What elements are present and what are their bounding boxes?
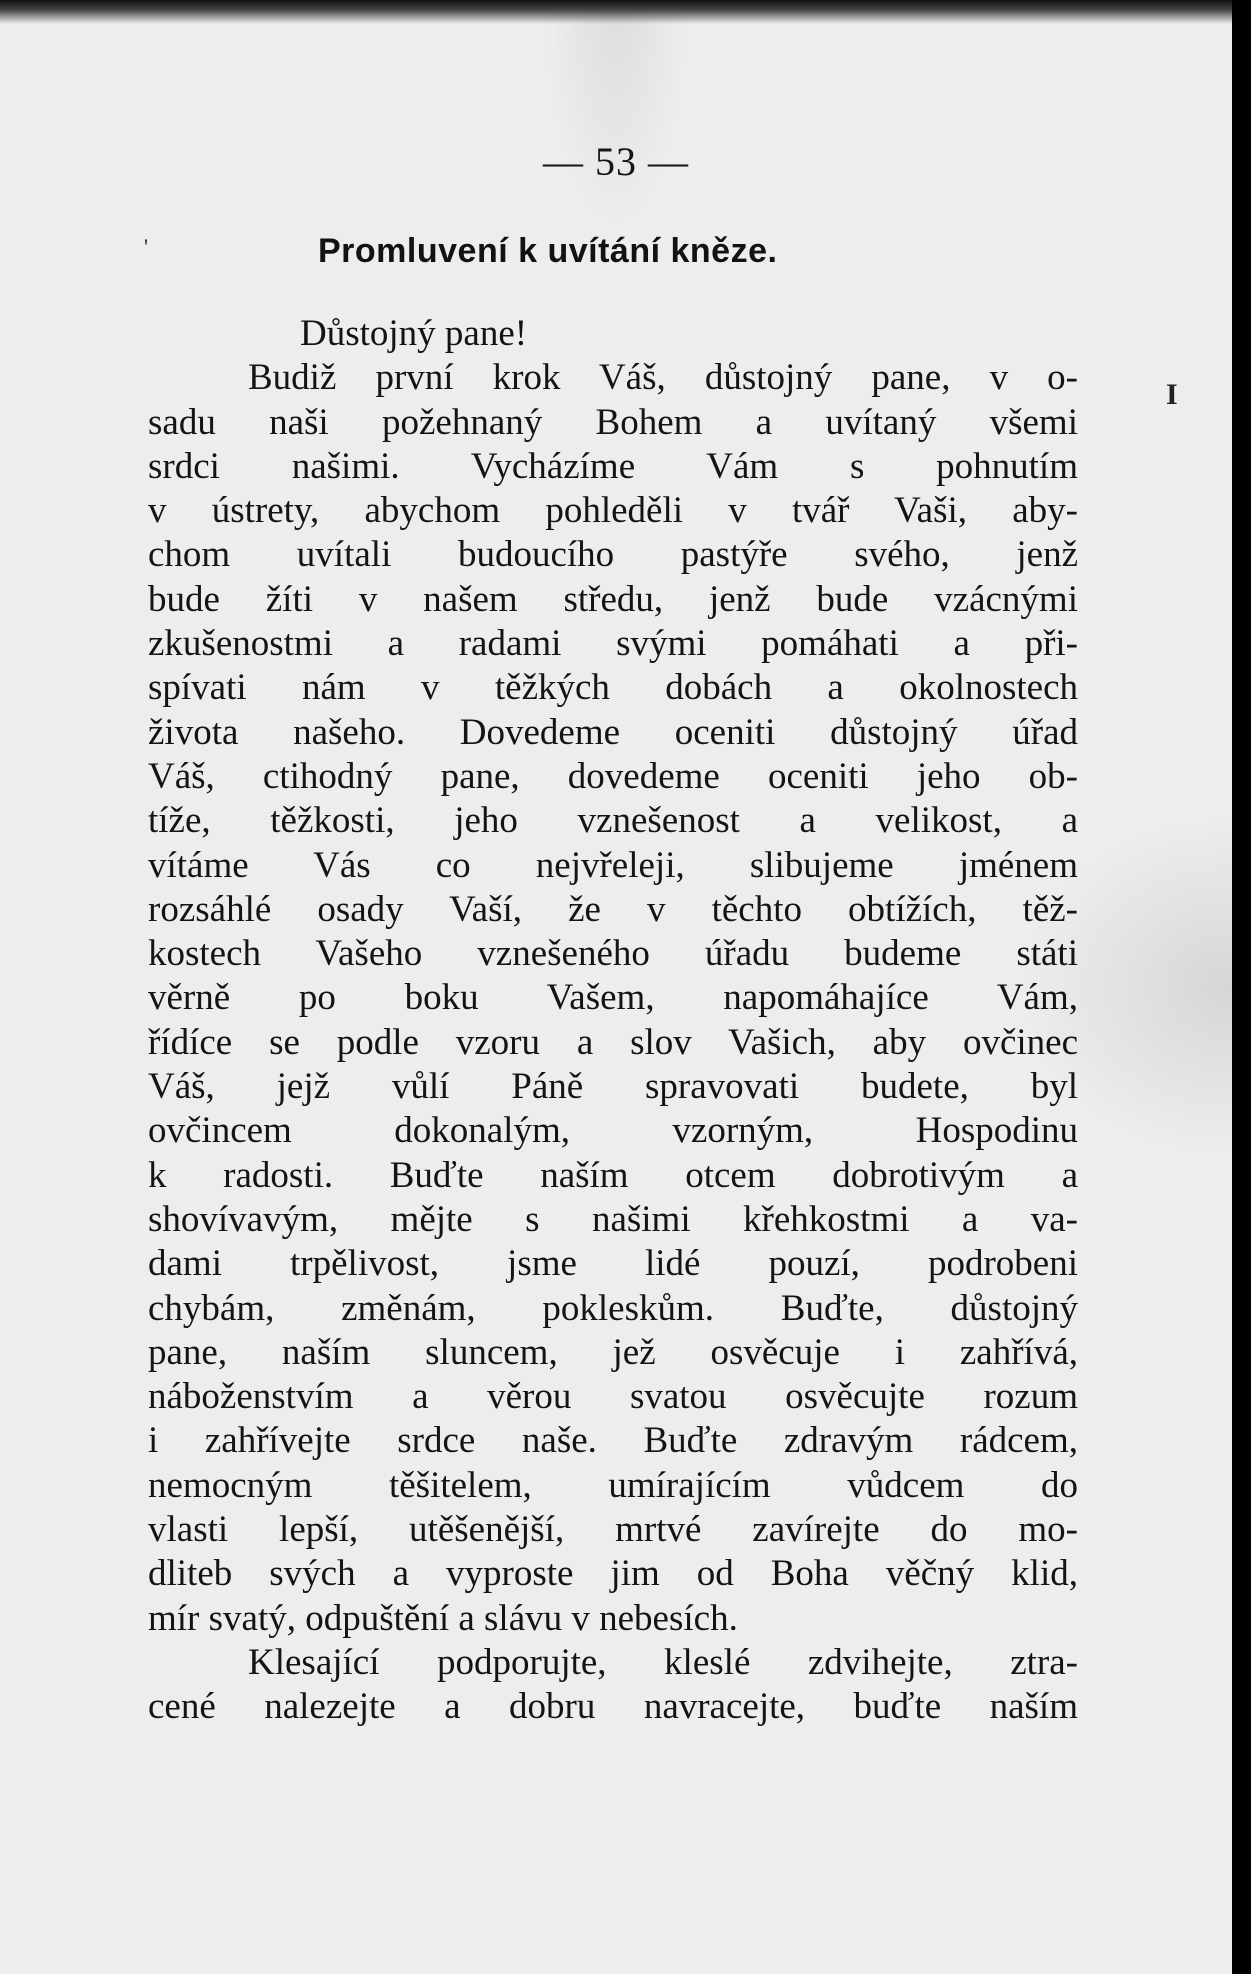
- text-line: Váš, ctihodný pane, dovedeme oceniti jeho ob-: [148, 755, 1078, 797]
- text-line: Váš, jejž vůlí Páně spravovati budete, byl: [148, 1066, 1078, 1108]
- page-number: — 53 —: [543, 139, 689, 184]
- text-line: dami trpělivost, jsme lidé pouzí, podrobeni: [148, 1243, 1078, 1285]
- section-heading: Promluvení k uvítání kněze.: [318, 232, 778, 270]
- salutation: Důstojný pane!: [300, 313, 528, 354]
- text-line: ovčincem dokonalým, vzorným, Hospodinu: [148, 1110, 1078, 1152]
- text-line: řídíce se podle vzoru a slov Vašich, aby ovčinec: [148, 1021, 1078, 1063]
- text-line: k radosti. Buďte naším otcem dobrotivým a: [148, 1154, 1078, 1196]
- text-line: shovívavým, mějte s našimi křehkostmi a va-: [148, 1198, 1078, 1240]
- text-line: vítáme Vás co nejvřeleji, slibujeme jménem: [148, 844, 1078, 886]
- text-line: spívati nám v těžkých dobách a okolnostech: [148, 667, 1078, 709]
- text-line: bude žíti v našem středu, jenž bude vzácnými: [148, 578, 1078, 620]
- text-line: i zahřívejte srdce naše. Buďte zdravým rádcem,: [148, 1420, 1078, 1462]
- text-line: zkušenostmi a radami svými pomáhati a při-: [148, 623, 1078, 665]
- text-line: pane, naším sluncem, jež osvěcuje i zahřívá,: [148, 1331, 1078, 1373]
- text-line: kostech Vašeho vznešeného úřadu budeme státi: [148, 933, 1078, 975]
- scan-border-right: [1232, 0, 1251, 1974]
- text-line: dliteb svých a vyproste jim od Boha věčný klid,: [148, 1553, 1078, 1595]
- body-text: [148, 312, 1078, 1730]
- text-line: chom uvítali budoucího pastýře svého, jenž: [148, 534, 1078, 576]
- text-line: věrně po boku Vašem, napomáhajíce Vám,: [148, 977, 1078, 1019]
- text-line: rozsáhlé osady Vaší, že v těchto obtížích, těž-: [148, 888, 1078, 930]
- text-line: tíže, těžkosti, jeho vznešenost a velikost, a: [148, 800, 1078, 842]
- text-line: náboženstvím a věrou svatou osvěcujte rozum: [148, 1376, 1078, 1418]
- text-line: Budiž první krok Váš, důstojný pane, v o-: [248, 357, 1078, 399]
- page-top-shadow: [0, 0, 1232, 24]
- text-line: mír svatý, odpuštění a slávu v nebesích.: [148, 1597, 738, 1639]
- text-line: nemocným těšitelem, umírajícím vůdcem do: [148, 1464, 1078, 1506]
- stray-mark-left: ': [144, 234, 148, 259]
- text-line: Klesající podporujte, kleslé zdvihejte, ztra-: [248, 1641, 1078, 1683]
- text-line: v ústrety, abychom pohleděli v tvář Vaši, aby-: [148, 490, 1078, 532]
- text-line: chybám, změnám, pokleskům. Buďte, důstojný: [148, 1287, 1078, 1329]
- text-line: sadu naši požehnaný Bohem a uvítaný všemi: [148, 401, 1078, 443]
- text-line: srdci našimi. Vycházíme Vám s pohnutím: [148, 445, 1078, 487]
- text-line: vlasti lepší, utěšenější, mrtvé zavírejte do mo-: [148, 1509, 1078, 1551]
- text-line: života našeho. Dovedeme oceniti důstojný úřad: [148, 711, 1078, 753]
- stray-mark-right: I: [1166, 378, 1178, 411]
- text-line: cené nalezejte a dobru navracejte, buďte naším: [148, 1686, 1078, 1728]
